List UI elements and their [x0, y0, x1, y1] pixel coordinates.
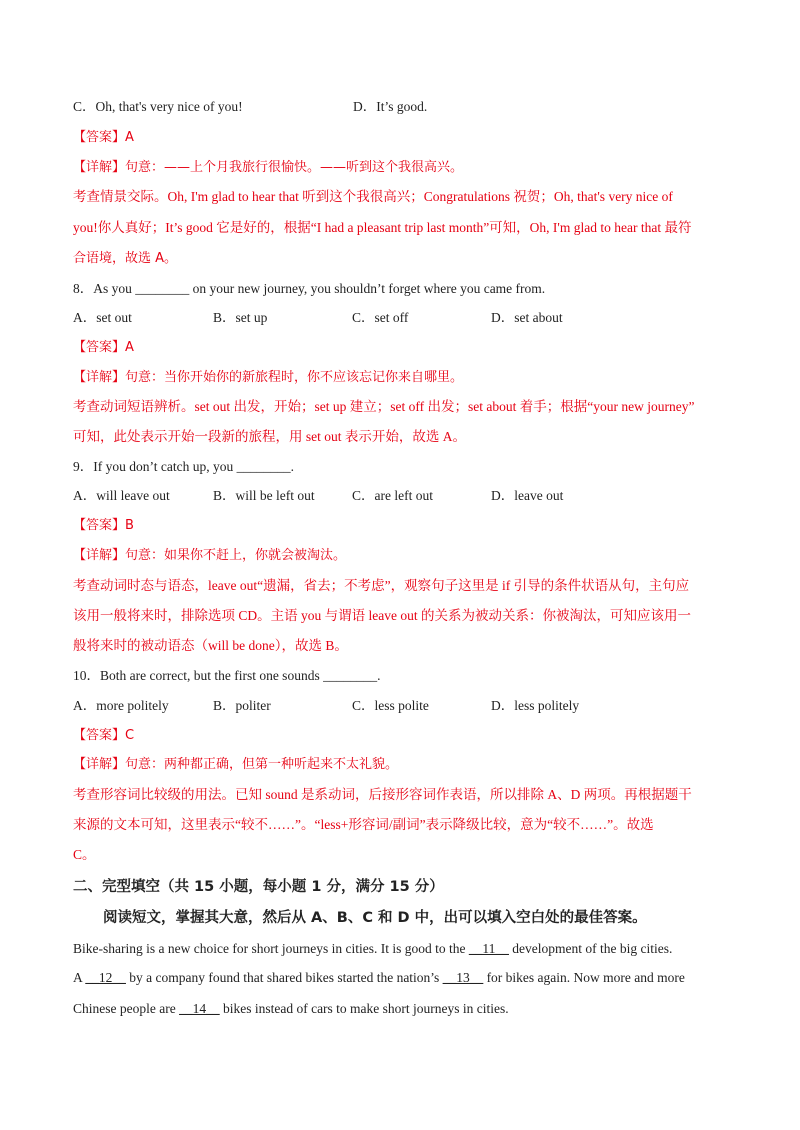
passage-line-1: [73, 940, 672, 958]
q7-analysis-line-1: 考查情景交际。Oh, I'm glad to hear that 听到这个我很高兴；Congratulations 祝贺；Oh, that's very nice of: [73, 189, 673, 204]
q9-answer: 【答案】B: [73, 518, 134, 533]
blank-14: __14__: [179, 1001, 220, 1016]
q10-detail: 【详解】句意：两种都正确，但第一种听起来不太礼貌。: [73, 757, 399, 772]
q10-analysis-line-1: 考查形容词比较级的用法。已知 sound 是系动词，后接形容词作表语，所以排除 A、D 两项。再根据题干: [73, 787, 692, 802]
q8-option-b: B．set up: [213, 310, 268, 325]
q7-analysis-line-2: you!你人真好；It’s good 它是好的，根据“I had a pleasant trip last month”可知，Oh, I'm glad to hear that 最符: [73, 220, 692, 235]
q9-option-d: D．leave out: [491, 488, 564, 503]
q8-analysis-line-2: 可知，此处表示开始一段新的旅程，用 set out 表示开始，故选 A。: [73, 429, 466, 444]
blank-12: __12__: [85, 970, 126, 985]
q8-option-d: D．set about: [491, 310, 563, 325]
passage-line-3: [73, 1000, 509, 1018]
blank-13: __13__: [442, 970, 484, 985]
section-instruction: 阅读短文，掌握其大意，然后从 A、B、C 和 D 中，出可以填入空白处的最佳答案。: [103, 910, 647, 926]
passage-text: for bikes again. Now more and more: [483, 970, 685, 985]
q8-option-a: A．set out: [73, 310, 132, 325]
q7-option-c: C．Oh, that's very nice of you!: [73, 99, 243, 114]
q10-option-c: C．less polite: [352, 698, 429, 713]
q8-option-c: C．set off: [352, 310, 409, 325]
section-heading: 二、完型填空（共 15 小题，每小题 1 分，满分 15 分）: [73, 879, 444, 895]
q10-option-d: D．less politely: [491, 698, 580, 713]
q9-stem: 9．If you don’t catch up, you ________.: [73, 459, 294, 474]
q8-answer: 【答案】A: [73, 340, 134, 355]
q9-option-b: B．will be left out: [213, 488, 315, 503]
q7-detail: 【详解】句意：——上个月我旅行很愉快。——听到这个我很高兴。: [73, 160, 464, 175]
passage-text: A: [73, 970, 86, 985]
passage-text: bikes instead of cars to make short journeys in cities.: [219, 1001, 509, 1016]
q8-analysis-line-1: 考查动词短语辨析。set out 出发，开始；set up 建立；set off 出发；set about 着手；根据“your new journey”: [73, 399, 695, 414]
q10-option-a: A．more politely: [73, 698, 169, 713]
q10-answer: 【答案】C: [73, 728, 135, 743]
q8-detail: 【详解】句意：当你开始你的新旅程时，你不应该忘记你来自哪里。: [73, 370, 464, 385]
passage-text: development of the big cities.: [508, 941, 673, 956]
q7-option-d: D．It’s good.: [353, 99, 428, 114]
passage-text: by a company found that shared bikes started the nation’s: [125, 970, 443, 985]
q9-analysis-line-1: 考查动词时态与语态，leave out“遗漏，省去；不考虑”，观察句子这里是 if 引导的条件状语从句，主句应: [73, 578, 690, 593]
q9-option-c: C．are left out: [352, 488, 433, 503]
q10-analysis-line-2: 来源的文本可知，这里表示“较不……”。“less+形容词/副词”表示降级比较，意为“较不……”。故选: [73, 817, 654, 832]
q8-stem: 8．As you ________ on your new journey, you shouldn’t forget where you came from.: [73, 281, 546, 296]
q9-detail: 【详解】句意：如果你不赶上，你就会被淘汰。: [73, 548, 347, 563]
q10-analysis-line-3: C。: [73, 847, 96, 862]
q7-analysis-line-3: 合语境，故选 A。: [73, 251, 178, 266]
q7-answer: 【答案】A: [73, 130, 134, 145]
q10-option-b: B．politer: [213, 698, 271, 713]
blank-11: __11__: [468, 941, 509, 956]
q9-option-a: A．will leave out: [73, 488, 170, 503]
passage-text: Bike-sharing is a new choice for short journeys in cities. It is good to the: [73, 941, 469, 956]
q9-analysis-line-2: 该用一般将来时，排除选项 CD。主语 you 与谓语 leave out 的关系为被动关系：你被淘汰，可知应该用一: [73, 608, 691, 623]
q9-analysis-line-3: 般将来时的被动语态（will be done），故选 B。: [73, 638, 348, 653]
passage-line-2: [73, 969, 685, 987]
passage-text: Chinese people are: [73, 1001, 180, 1016]
q10-stem: 10．Both are correct, but the first one sounds ________.: [73, 668, 381, 683]
